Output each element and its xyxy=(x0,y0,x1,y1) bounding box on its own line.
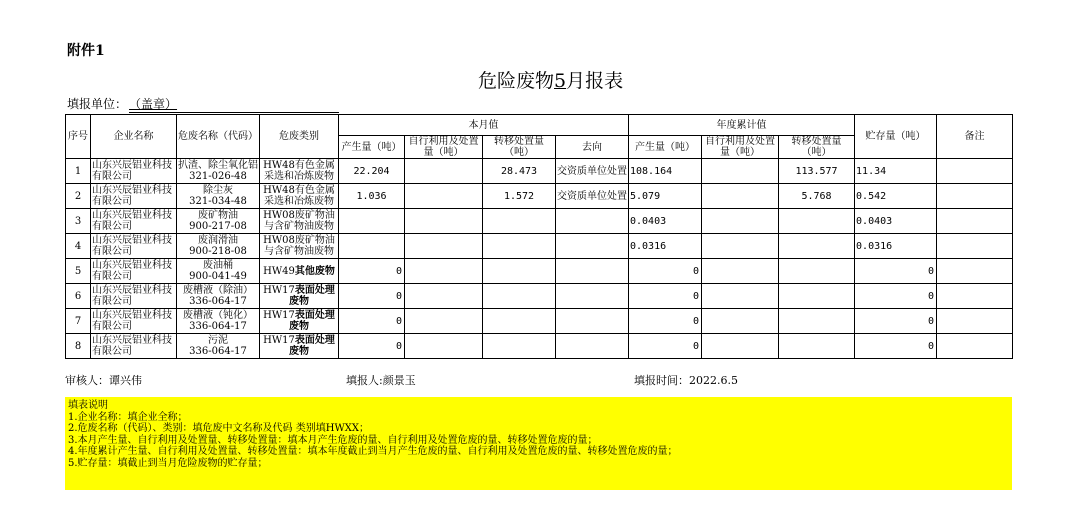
unit-seal: （盖章） xyxy=(129,97,178,111)
report-table xyxy=(65,114,1013,359)
waste-code: 336-064-17 xyxy=(189,321,247,332)
instructions-box xyxy=(65,397,1012,490)
month-transfer-cell: 28.473 xyxy=(483,159,556,184)
month-produced-cell xyxy=(339,209,405,234)
table-row xyxy=(66,159,1013,184)
year-transfer-cell xyxy=(779,209,855,234)
month-self-use-cell xyxy=(405,184,483,209)
month-self-use-cell xyxy=(405,234,483,259)
instruction-line: 1.企业名称：填企业全称； xyxy=(68,411,188,423)
report-date: 填报时间：2022.6.5 xyxy=(634,374,738,387)
waste-type-cell xyxy=(260,184,339,209)
storage-cell: 0.542 xyxy=(855,184,937,209)
destination-cell xyxy=(556,334,629,359)
month-produced-cell: 22.204 xyxy=(339,159,405,184)
seq-cell: 8 xyxy=(66,334,91,359)
title-month: 5 xyxy=(554,70,567,92)
seq-cell: 2 xyxy=(66,184,91,209)
month-transfer-cell xyxy=(483,234,556,259)
storage-cell: 0.0316 xyxy=(855,234,937,259)
header-storage: 贮存量（吨） xyxy=(855,115,937,159)
seq-cell: 4 xyxy=(66,234,91,259)
table-row xyxy=(66,334,1013,359)
waste-type-code: HW48 xyxy=(263,160,295,171)
waste-type-code: HW17 xyxy=(263,285,295,296)
year-produced-cell: 0 xyxy=(629,334,702,359)
waste-code: 336-064-17 xyxy=(189,346,247,357)
company-cell: 山东兴辰铝业科技有限公司 xyxy=(91,309,177,334)
remark-cell xyxy=(937,184,1013,209)
year-produced-cell: 108.164 xyxy=(629,159,702,184)
header-year-self-use: 自行利用及处置量（吨） xyxy=(702,136,779,159)
instruction-line: 3.本月产生量、自行利用及处置量、转移处置量：填本月产生危废的量、自行利用及处置危废的量、转移处置危废的量； xyxy=(68,434,598,446)
header-year-produced: 产生量（吨） xyxy=(629,136,702,159)
waste-type-cell xyxy=(260,259,339,284)
waste-code: 900-041-49 xyxy=(189,271,247,282)
month-transfer-cell xyxy=(483,209,556,234)
company-cell: 山东兴辰铝业科技有限公司 xyxy=(91,284,177,309)
waste-name-cell xyxy=(177,159,260,184)
year-produced-cell: 0 xyxy=(629,259,702,284)
waste-type-name: 表面处理废物 xyxy=(289,310,335,332)
instructions-title: 填表说明 xyxy=(68,400,108,411)
seq-cell: 5 xyxy=(66,259,91,284)
waste-type-code: HW48 xyxy=(263,185,295,196)
waste-type-code: HW17 xyxy=(263,310,295,321)
seq-cell: 7 xyxy=(66,309,91,334)
page-title xyxy=(478,66,623,93)
header-month-self-use: 自行利用及处置量（吨） xyxy=(405,136,483,159)
month-produced-cell: 0 xyxy=(339,259,405,284)
header-month-produced: 产生量（吨） xyxy=(339,136,405,159)
waste-name: 废油桶 xyxy=(203,260,233,271)
waste-name-cell xyxy=(177,334,260,359)
month-produced-cell xyxy=(339,234,405,259)
year-produced-cell: 0.0316 xyxy=(629,234,702,259)
month-transfer-cell xyxy=(483,259,556,284)
year-produced-cell: 0 xyxy=(629,309,702,334)
year-transfer-cell xyxy=(779,334,855,359)
waste-code: 321-026-48 xyxy=(189,171,247,182)
waste-code: 336-064-17 xyxy=(189,296,247,307)
table-body xyxy=(66,159,1013,359)
header-year-transfer: 转移处置量（吨） xyxy=(779,136,855,159)
month-transfer-cell xyxy=(483,284,556,309)
reporting-unit xyxy=(67,95,339,113)
year-produced-cell: 0.0403 xyxy=(629,209,702,234)
waste-name-cell xyxy=(177,259,260,284)
year-self-use-cell xyxy=(702,184,779,209)
year-transfer-cell xyxy=(779,309,855,334)
company-cell: 山东兴辰铝业科技有限公司 xyxy=(91,184,177,209)
remark-cell xyxy=(937,234,1013,259)
header-destination: 去向 xyxy=(556,136,629,159)
remark-cell xyxy=(937,284,1013,309)
company-cell: 山东兴辰铝业科技有限公司 xyxy=(91,209,177,234)
waste-type-cell xyxy=(260,334,339,359)
waste-name-cell xyxy=(177,184,260,209)
year-transfer-cell: 5.768 xyxy=(779,184,855,209)
waste-type-cell xyxy=(260,234,339,259)
waste-name: 除尘灰 xyxy=(203,185,233,196)
waste-code: 900-217-08 xyxy=(189,221,247,232)
waste-code: 321-034-48 xyxy=(189,196,247,207)
company-cell: 山东兴辰铝业科技有限公司 xyxy=(91,259,177,284)
waste-name-cell xyxy=(177,284,260,309)
waste-type-name: 表面处理废物 xyxy=(289,285,335,307)
header-year-group: 年度累计值 xyxy=(629,115,855,136)
year-self-use-cell xyxy=(702,209,779,234)
storage-cell: 11.34 xyxy=(855,159,937,184)
month-self-use-cell xyxy=(405,334,483,359)
table-row xyxy=(66,234,1013,259)
reviewer: 审核人：谭兴伟 xyxy=(65,374,142,387)
waste-name-cell xyxy=(177,309,260,334)
header-remark: 备注 xyxy=(937,115,1013,159)
month-self-use-cell xyxy=(405,309,483,334)
title-suffix: 月报表 xyxy=(566,70,624,92)
attachment-label: 附件1 xyxy=(67,43,105,59)
month-produced-cell: 0 xyxy=(339,334,405,359)
remark-cell xyxy=(937,334,1013,359)
waste-type-name: 有色金属采选和冶炼废物 xyxy=(264,185,335,207)
instruction-line: 2.危废名称（代码）、类别：填危废中文名称及代码 类别填HWXX； xyxy=(68,423,369,434)
year-transfer-cell xyxy=(779,284,855,309)
table-row xyxy=(66,259,1013,284)
remark-cell xyxy=(937,259,1013,284)
waste-type-cell xyxy=(260,309,339,334)
table-row xyxy=(66,309,1013,334)
instruction-line: 4.年度累计产生量、自行利用及处置量、转移处置量：填本年度截止到当月产生危废的量、自行利用及处置危废的量、转移处置危废的量； xyxy=(68,446,678,457)
waste-type-code: HW08 xyxy=(263,235,295,246)
company-cell: 山东兴辰铝业科技有限公司 xyxy=(91,334,177,359)
header-month-transfer: 转移处置量（吨） xyxy=(483,136,556,159)
waste-type-code: HW08 xyxy=(263,210,295,221)
remark-cell xyxy=(937,159,1013,184)
waste-type-cell xyxy=(260,284,339,309)
year-self-use-cell xyxy=(702,259,779,284)
table-row xyxy=(66,284,1013,309)
year-self-use-cell xyxy=(702,309,779,334)
waste-type-name: 表面处理废物 xyxy=(289,335,335,357)
header-waste-type: 危废类别 xyxy=(260,115,339,159)
waste-name: 废润滑油 xyxy=(198,235,238,246)
waste-name: 废矿物油 xyxy=(198,210,238,221)
unit-label: 填报单位： xyxy=(67,97,128,111)
month-transfer-cell: 1.572 xyxy=(483,184,556,209)
year-produced-cell: 5.079 xyxy=(629,184,702,209)
instruction-line: 5.贮存量：填截止到当月危险废物的贮存量； xyxy=(68,457,268,469)
table-row xyxy=(66,209,1013,234)
header-company: 企业名称 xyxy=(91,115,177,159)
waste-type-name: 废矿物油与含矿物油废物 xyxy=(264,235,335,257)
waste-type-name: 其他废物 xyxy=(294,265,335,277)
waste-type-cell xyxy=(260,209,339,234)
unit-seal-field[interactable] xyxy=(129,95,339,113)
header-month-group: 本月值 xyxy=(339,115,629,136)
storage-cell: 0 xyxy=(855,284,937,309)
waste-name-cell xyxy=(177,234,260,259)
year-self-use-cell xyxy=(702,334,779,359)
storage-cell: 0.0403 xyxy=(855,209,937,234)
storage-cell: 0 xyxy=(855,259,937,284)
year-produced-cell: 0 xyxy=(629,284,702,309)
remark-cell xyxy=(937,209,1013,234)
waste-name: 扒渣、除尘氧化铝 xyxy=(178,160,258,171)
seq-cell: 6 xyxy=(66,284,91,309)
month-transfer-cell xyxy=(483,309,556,334)
year-transfer-cell: 113.577 xyxy=(779,159,855,184)
waste-type-code: HW49 xyxy=(263,265,295,277)
seq-cell: 1 xyxy=(66,159,91,184)
destination-cell xyxy=(556,234,629,259)
destination-cell: 交资质单位处置 xyxy=(556,184,629,209)
waste-type-name: 废矿物油与含矿物油废物 xyxy=(264,210,335,232)
waste-name-cell xyxy=(177,209,260,234)
table-row xyxy=(66,184,1013,209)
waste-type-name: 有色金属采选和冶炼废物 xyxy=(264,160,335,182)
header-seq: 序号 xyxy=(66,115,91,159)
waste-code: 900-218-08 xyxy=(189,246,247,257)
destination-cell xyxy=(556,209,629,234)
month-produced-cell: 1.036 xyxy=(339,184,405,209)
month-transfer-cell xyxy=(483,334,556,359)
year-transfer-cell xyxy=(779,234,855,259)
month-self-use-cell xyxy=(405,209,483,234)
year-self-use-cell xyxy=(702,234,779,259)
year-transfer-cell xyxy=(779,259,855,284)
waste-type-cell xyxy=(260,159,339,184)
waste-type-code: HW17 xyxy=(263,335,295,346)
company-cell: 山东兴辰铝业科技有限公司 xyxy=(91,234,177,259)
storage-cell: 0 xyxy=(855,309,937,334)
waste-name: 污泥 xyxy=(208,335,228,346)
year-self-use-cell xyxy=(702,159,779,184)
month-self-use-cell xyxy=(405,159,483,184)
table-header xyxy=(66,115,1013,159)
destination-cell: 交资质单位处置 xyxy=(556,159,629,184)
title-prefix: 危险废物 xyxy=(478,70,555,92)
waste-name: 废槽液（除油） xyxy=(183,285,253,296)
waste-name: 废槽液（钝化） xyxy=(183,310,253,321)
month-self-use-cell xyxy=(405,284,483,309)
storage-cell: 0 xyxy=(855,334,937,359)
year-self-use-cell xyxy=(702,284,779,309)
company-cell: 山东兴辰铝业科技有限公司 xyxy=(91,159,177,184)
destination-cell xyxy=(556,259,629,284)
month-produced-cell: 0 xyxy=(339,309,405,334)
filler: 填报人:颜景玉 xyxy=(346,374,416,387)
month-self-use-cell xyxy=(405,259,483,284)
destination-cell xyxy=(556,309,629,334)
month-produced-cell: 0 xyxy=(339,284,405,309)
remark-cell xyxy=(937,309,1013,334)
destination-cell xyxy=(556,284,629,309)
header-waste-name: 危废名称（代码） xyxy=(177,115,260,159)
seq-cell: 3 xyxy=(66,209,91,234)
